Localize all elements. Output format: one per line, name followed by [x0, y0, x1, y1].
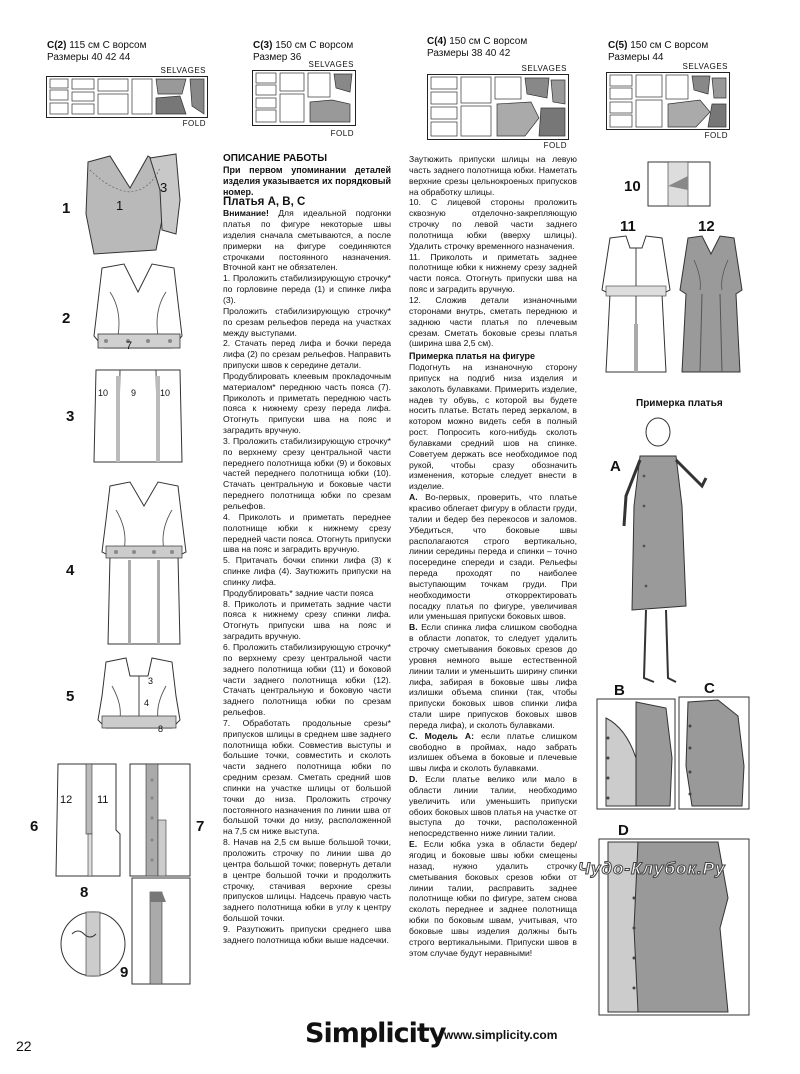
step-text-10: 10. С лицевой стороны проложить сквозную отделочно-закрепляющую строчку по левой части заднего полотнища юбки (вверху шлицы). Удалить строчку временного назначения.	[409, 197, 577, 251]
fit-text-a: Во-первых, проверить, что платье красиво облегает фигуру в области груди, талии и бедер без перекосов и заломов. Убедиться, что боковые швы располагаются строго вертикально, линии середины переда и спинки – точно посередине спереди и сзади. Рельефы переда проходят по наиболее выступающим точкам груди. При необходимости откорректировать посадку платья по фигуре, увеличивая или уменьшая припуски боковых швов.	[409, 492, 577, 622]
selvages-label: SELVAGES	[160, 66, 206, 75]
slit-corner-illustration	[58, 904, 128, 984]
layout-c4-diagram	[427, 64, 569, 150]
step-number-8: 8	[80, 884, 89, 901]
fit-label-d: D.	[409, 774, 418, 785]
piece-label-8: 8	[158, 724, 164, 734]
selvages-label: SELVAGES	[682, 62, 728, 71]
step-text-12: 12. Сложив детали изнаночными сторонами внутрь, сметать переднюю и заднюю части платья по плечевым срезам. Сметать боковые срезы платья (ширина шва 2,5 см).	[409, 294, 577, 349]
bodice-back-illustration	[96, 656, 182, 734]
watermark: Чудо-Клубок.Ру	[578, 859, 726, 878]
fit-figure-label-b: B	[614, 682, 625, 699]
instructions-column-1	[223, 154, 391, 946]
piece-label-1: 1	[116, 198, 124, 213]
slit-finish-illustration	[128, 874, 194, 988]
layout-c5-diagram	[606, 62, 730, 140]
piece-label-3: 3	[148, 676, 154, 686]
piece-label-11: 11	[97, 794, 109, 806]
fit-text-c: если платье слишком свободно в проймах, надо забрать излишек объема в боковые и плечевые швы лифа и сколоть булавками.	[409, 730, 578, 774]
dress-back-assembled-illustration	[596, 234, 676, 376]
step-text-3: 3. Проложить стабилизирующую строчку* по верхнему срезу центральной части переднего полотнища юбки (9) и боковых частей переднего полотнища юбки (10). Стачать центральную и боковые части переднего полотнища юбки по срезам рельефов.	[223, 435, 391, 511]
fit-figure-label-a: A	[610, 458, 621, 475]
fit-figure-label-d: D	[618, 822, 629, 839]
step-number-4: 4	[66, 562, 75, 579]
step-text-4: 4. Приколоть и приметать переднее полотнище юбки к нижнему срезу передней части пояса. Отогнуть припуски шва на пояс и заградить вручную.	[223, 511, 391, 555]
step-number-3: 3	[66, 408, 75, 425]
skirt-back-illustration	[52, 760, 122, 880]
step-number-11: 11	[620, 218, 636, 235]
step-text-1b: Проложить стабилизирующую строчку* по срезам рельефов переда на участках между выступами.	[223, 305, 391, 338]
fit-label-e: Е.	[409, 839, 418, 850]
step-text-2b: Продублировать клеевым прокладочным материалом* переднюю часть пояса (7). Приколоть и приметать переднюю часть пояса к нижнему срезу переда лифа. Отогнуть припуски шва на пояс и заградить вручную.	[223, 370, 391, 436]
step-number-1: 1	[62, 200, 71, 217]
fold-label: FOLD	[330, 129, 354, 138]
fit-label-c: С. Модель А:	[409, 730, 474, 741]
layout-nap: С ворсом	[664, 40, 709, 51]
warning-label: Внимание!	[223, 208, 269, 219]
skirt-back-slit-illustration	[126, 760, 194, 880]
fit-text-b: Если спинка лифа слишком свободна в области лопаток, то следует удалить строчку сметывания боковых срезов до уровня немного выше естественной линии талии и уменьшить ширину спинки лифа, забирая в боковые швы лифа излишки объема спинки (так, чтобы припуски боковых швов спинки лифа стали шире припусков боковых швов переда лифа), и сколоть булавками.	[409, 622, 577, 730]
piece-label-10: 10	[160, 388, 171, 398]
page-number: 22	[16, 1038, 32, 1054]
selvages-label: SELVAGES	[308, 60, 354, 69]
fit-label-b: В.	[409, 622, 418, 633]
fit-label-a: А.	[409, 492, 418, 503]
layout-c2-diagram	[46, 66, 208, 128]
layout-code: C(2)	[47, 40, 67, 51]
layout-sizes: Размеры 40 42 44	[47, 52, 131, 63]
fitting-text: Подогнуть на изнаночную сторону припуск на подгиб низа изделия и заколоть булавками. Примерить изделие, надев ту обувь, с которой вы будете носить платье. Встать перед зеркалом, в котором можно видеть себя в полный рост. Попросить кого-нибудь сколоть булавками средний шов на спинке. Советуем держать все необходимое под рукой, чтобы сразу обозначить изменения, которые следует внести в изделие.	[409, 362, 577, 492]
step-number-10: 10	[624, 178, 641, 195]
fitting-heading: Примерка платья на фигуре	[409, 351, 536, 362]
dress-finished-illustration	[676, 234, 746, 376]
layout-sizes: Размеры 38 40 42	[427, 48, 511, 59]
layout-nap: С ворсом	[483, 36, 528, 47]
layout-c5-header	[608, 40, 708, 64]
step-number-2: 2	[62, 310, 71, 327]
step-text-2: 2. Стачать перед лифа и бочки переда лифа (2) по срезам рельефов. Направить припуски швов к середине детали.	[223, 338, 391, 371]
layout-fabric: 150 см	[449, 36, 481, 47]
layout-c3-diagram	[252, 60, 356, 138]
step-text-7: 7. Обработать продольные срезы* припусков шлицы в среднем шве заднего полотнища юбки. Совместив выступы и большие точки, совместить и сколоть части заднего полотнища юбки по средним срезам. Сметать средний шов спинки на участке шлицы от большой точки до низа. Проложить строчку постоянного назначения по линии шва от большой точки до низу, расположенной на 7,5 см ниже выступа.	[223, 717, 391, 837]
fit-text-e: Если юбка узка в области бедер/ягодиц и боковые швы юбки смещены назад, нужно удалить строчку сметывания боковых срезов юбки от линии талии, расправить заднее полотнище юбки по фигуре, затем снова сколоть переднее и заднее полотнища юбки по боковым швам, учитывая, что боковые швы изделия должны быть строго вертикальными. Припуски швов в этом случае будут неравными!	[409, 839, 577, 958]
layout-c4-header	[427, 36, 527, 60]
layout-code: C(4)	[427, 36, 447, 47]
section-note: При первом упоминании деталей изделия указывается их порядковый номер.	[223, 164, 391, 197]
layout-code: C(3)	[253, 40, 273, 51]
layout-nap: С ворсом	[102, 40, 147, 51]
layout-fabric: 115 см	[69, 40, 100, 51]
fold-label: FOLD	[543, 141, 567, 150]
warning-text: Для идеальной подгонки платья по фигуре некоторые швы изделия сначала сметываются, а после примерки на фигуре соединяются строчками постоянного назначения. Вточной кант не обязателен.	[223, 208, 391, 273]
fitting-caption: Примерка платья	[636, 398, 723, 409]
fit-correction-back-illustration	[596, 698, 676, 810]
fit-correction-armhole-illustration	[678, 696, 750, 810]
brand-logo: Simplicity	[305, 1018, 446, 1049]
step-number-6: 6	[30, 818, 39, 835]
step-text-9: 9. Разутюжить припуски среднего шва заднего полотнища юбки выше надсечки.	[223, 923, 391, 945]
layout-fabric: 150 см	[630, 40, 662, 51]
fold-label: FOLD	[704, 131, 728, 140]
topstitch-slit-illustration	[646, 160, 712, 208]
selvages-label: SELVAGES	[521, 64, 567, 73]
step-number-5: 5	[66, 688, 75, 705]
dress-section-heading: Платья А, В, С	[223, 196, 306, 209]
piece-label-3: 3	[160, 180, 168, 195]
fit-figure-label-c: C	[704, 680, 715, 697]
layout-sizes: Размеры 44	[608, 52, 664, 63]
piece-label-10: 10	[98, 388, 109, 398]
piece-label-9: 9	[131, 388, 137, 398]
fold-label: FOLD	[182, 119, 206, 128]
fit-text-d: Если платье велико или мало в области линии талии, необходимо увеличить или уменьшить припуски обоих боковых швов платья на участке от выступа до точки, расположенной непосредственно ниже линии талии.	[409, 774, 578, 839]
step-number-12: 12	[698, 218, 715, 235]
step-text-11: 11. Приколоть и приметать заднее полотнище юбки к нижнему срезу задней части пояса. Отогнуть припуски шва на пояс и заградить вручную.	[409, 251, 577, 295]
bodice-seams-illustration	[88, 262, 188, 358]
layout-fabric: 150 см	[275, 40, 307, 51]
instructions-column-2	[409, 154, 577, 958]
layout-c2-header	[47, 40, 147, 64]
step-text-9b: Заутюжить припуски шлицы на левую часть заднего полотнища юбки. Наметать верхние срезы цельнокроеных припусков на обработку шлицы.	[409, 154, 577, 197]
piece-label-4: 4	[144, 698, 150, 708]
section-title: ОПИСАНИЕ РАБОТЫ	[223, 153, 328, 164]
piece-label-12: 12	[60, 794, 73, 806]
skirt-front-illustration	[90, 366, 186, 466]
step-text-5c: 8. Приколоть и приметать задние части пояса к нижнему срезу спинки лифа. Отогнуть припуски шва на пояс и заградить вручную.	[223, 598, 391, 642]
layout-nap: С ворсом	[309, 40, 354, 51]
dress-front-assembled-illustration	[94, 480, 194, 648]
step-text-5b: Продублировать* задние части пояса	[223, 587, 374, 598]
step-text-5: 5. Притачать бочки спинки лифа (3) к спинке лифа (4). Заутюжить припуски на спинку лифа.	[223, 555, 391, 587]
step-number-9: 9	[120, 964, 129, 981]
website-link[interactable]: www.simplicity.com	[444, 1028, 558, 1042]
bodice-front-piece-illustration	[80, 150, 190, 260]
step-text-6: 6. Проложить стабилизирующую строчку* по верхнему срезу центральной части заднего полотнища юбки (11) и боковой части заднего полотнища юбки (12). Стачать центральную и боковую части заднего полотнища юбки по срезам рельефов.	[223, 641, 391, 718]
step-number-7: 7	[196, 818, 205, 835]
layout-sizes: Размер 36	[253, 52, 302, 63]
step-text-1: 1. Проложить стабилизирующую строчку* по горловине переда (1) и спинке лифа (3).	[223, 273, 391, 305]
layout-code: C(5)	[608, 40, 628, 51]
step-text-8: 8. Начав на 2,5 см выше большой точки, проложить строчку по линии шва до центра большой точки; повернуть детали в центре большой точки и продолжить строчку, стачивая верхние срезы припусков шлицы. Надсечь правую часть заднего полотнища юбки в углу к центру большой точки.	[223, 837, 391, 924]
piece-label-7: 7	[126, 340, 133, 352]
fitting-figure-illustration	[610, 416, 720, 696]
